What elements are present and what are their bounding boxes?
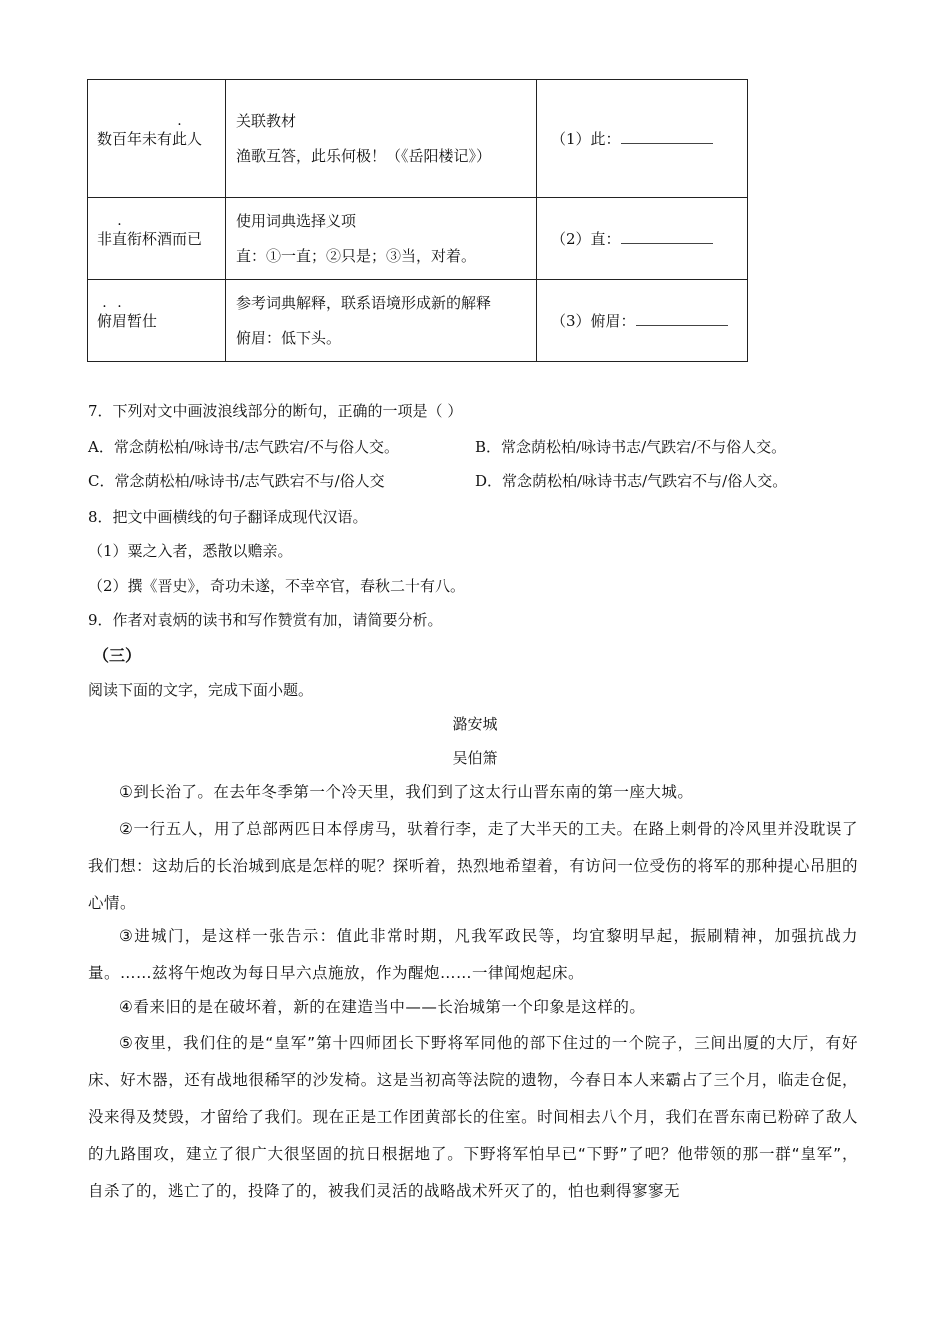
question-7-stem: 7．下列对文中画波浪线部分的断句，正确的一项是（ ） bbox=[88, 402, 463, 420]
emphasis-dot-char: 直 bbox=[112, 230, 128, 248]
emphasis-dot-char: 此 bbox=[172, 130, 188, 148]
article-paragraph: ②一行五人，用了总部两匹日本俘虏马，驮着行李，走了大半天的工夫。在路上刺骨的冷风里并没耽误了我们想：这劫后的长治城到底是怎样的呢？探听着，热烈地希望着，有访问一位受伤的将军的那种提心吊胆的心情。 bbox=[88, 820, 858, 912]
method-detail: 俯眉：低下头。 bbox=[236, 328, 342, 347]
answer-blank[interactable] bbox=[636, 311, 728, 326]
reading-instruction: 阅读下面的文字，完成下面小题。 bbox=[88, 681, 314, 699]
method-label: 参考词典解释，联系语境形成新的解释 bbox=[236, 293, 492, 312]
answer-blank[interactable] bbox=[621, 229, 713, 244]
question-7-option-a[interactable]: A．常念荫松柏/咏诗书/志气跌宕/不与俗人交。 bbox=[88, 438, 399, 456]
section-heading: （三） bbox=[93, 646, 142, 665]
phrase-cell: 非直衔杯酒而已 bbox=[88, 198, 226, 280]
article-paragraph: ④看来旧的是在破坏着，新的在建造当中——长治城第一个印象是这样的。 bbox=[119, 998, 646, 1016]
method-cell bbox=[226, 280, 537, 362]
question-8-sentence-1: （1）粟之入者，悉散以赡亲。 bbox=[88, 542, 293, 560]
article-paragraph: ①到长治了。在去年冬季第一个冷天里，我们到了这太行山晋东南的第一座大城。 bbox=[119, 783, 694, 801]
question-7-option-b[interactable]: B．常念荫松柏/咏诗书志/气跌宕/不与俗人交。 bbox=[475, 438, 787, 456]
answer-blank[interactable] bbox=[621, 129, 713, 144]
question-7-option-c[interactable]: C．常念荫松柏/咏诗书/志气跌宕不与/俗人交 bbox=[88, 472, 385, 490]
question-9-stem: 9．作者对袁炳的读书和写作赞赏有加，请简要分析。 bbox=[88, 611, 443, 629]
answer-cell: （3）俯眉： bbox=[537, 280, 748, 362]
question-7-option-d[interactable]: D．常念荫松柏/咏诗书志/气跌宕不与/俗人交。 bbox=[475, 472, 788, 490]
method-label: 关联教材 bbox=[236, 111, 297, 130]
article-paragraph: ⑤夜里，我们住的是“皇军”第十四师团长下野将军同他的部下住过的一个院子，三间出厦的大厅，有好床、好木器，还有战地很稀罕的沙发椅。这是当初高等法院的遗物，今春日本人来霸占了三个月，临走仓促，没来得及焚毁，才留给了我们。现在正是工作团黄部长的住室。时间相去八个月，我们在晋东南已粉碎了敌人的九路围攻，建立了很广大很坚固的抗日根据地了。下野将军怕早已“下野”了吧？他带领的那一群“皇军”，自杀了的，逃亡了的，投降了的，被我们灵活的战略战术歼灭了的，怕也剩得寥寥无 bbox=[88, 1034, 858, 1200]
phrase-cell: 俯眉暂仕 bbox=[88, 280, 226, 362]
answer-cell: （1）此： bbox=[537, 80, 748, 198]
article-title: 潞安城 bbox=[452, 715, 498, 733]
article-author: 吴伯箫 bbox=[452, 749, 498, 767]
question-8-sentence-2: （2）撰《晋史》，奇功未遂，不幸卒官，春秋二十有八。 bbox=[88, 577, 466, 595]
method-cell bbox=[226, 80, 537, 198]
method-label: 使用词典选择义项 bbox=[236, 211, 357, 230]
table-row bbox=[88, 280, 748, 362]
emphasis-dot-char: 俯 bbox=[97, 312, 113, 330]
method-cell bbox=[226, 198, 537, 280]
phrase-cell: 数百年未有此人 bbox=[88, 80, 226, 198]
table-row bbox=[88, 198, 748, 280]
question-8-stem: 8．把文中画横线的句子翻译成现代汉语。 bbox=[88, 508, 368, 526]
article-paragraph: ③进城门，是这样一张告示：值此非常时期，凡我军政民等，均宜黎明早起，振刷精神，加强抗战力量。……兹将午炮改为每日早六点施放，作为醒炮……一律闻炮起床。 bbox=[88, 927, 858, 982]
method-detail: 渔歌互答，此乐何极！（《岳阳楼记》） bbox=[236, 146, 492, 165]
emphasis-dot-char: 眉 bbox=[112, 312, 128, 330]
answer-cell: （2）直： bbox=[537, 198, 748, 280]
method-detail: 直：①一直；②只是；③当，对着。 bbox=[236, 246, 477, 265]
vocab-table bbox=[87, 79, 748, 362]
table-row bbox=[88, 80, 748, 198]
